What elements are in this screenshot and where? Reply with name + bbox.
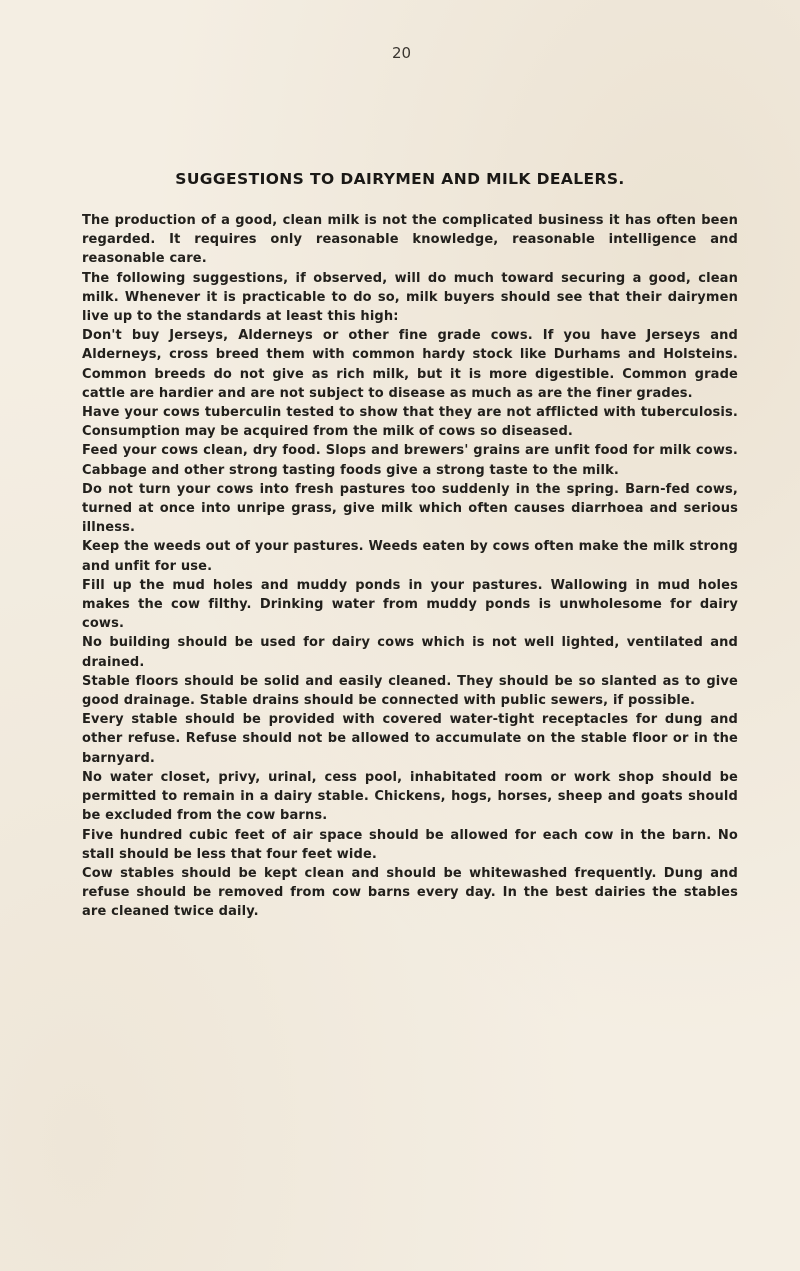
paragraph: The production of a good, clean milk is not the complicated business it has often been regarded. It requires only reasonable knowledge, reasonable intelligence and reasonable care. [82,213,738,267]
paragraph: Have your cows tuberculin tested to show that they are not afflicted with tuberculosis. Consumption may be acquired from the milk of cows so diseased. [82,405,738,440]
paragraph: Don't buy Jerseys, Alderneys or other fine grade cows. If you have Jerseys and Alderneys, cross breed them with common hardy stock like Durhams and Holsteins. Common breeds do not give as rich milk, but it is more digestible. Common grade cattle are hardier and are not subject to disease as much as are the finer grades. [82,328,738,401]
page-title: SUGGESTIONS TO DAIRYMEN AND MILK DEALERS. [175,170,625,188]
paragraph: Cow stables should be kept clean and should be whitewashed frequently. Dung and refuse should be removed from cow barns every day. In the best dairies the stables are cleaned twice daily. [82,865,738,920]
paragraph: Stable floors should be solid and easily cleaned. They should be so slanted as to give good drainage. Stable drains should be connected with public sewers, if possible. [82,673,738,709]
page-number: 20 [392,44,412,62]
paragraph: The following suggestions, if observed, will do much toward securing a good, clean milk. Whenever it is practicable to do so, milk buyers should see that their dairymen live up to the standards at least this high: [82,270,738,325]
paragraph: Feed your cows clean, dry food. Slops and brewers' grains are unfit food for milk cows. Cabbage and other strong tasting foods give a strong taste to the milk. [82,443,738,478]
paragraph: No building should be used for dairy cows which is not well lighted, ventilated and drained. [82,635,738,670]
paragraph: No water closet, privy, urinal, cess pool, inhabitated room or work shop should be permitted to remain in a dairy stable. Chickens, hogs, horses, sheep and goats should be excluded from the cow barns. [82,769,738,824]
paragraph: Do not turn your cows into fresh pastures too suddenly in the spring. Barn-fed cows, turned at once into unripe grass, give milk which often causes diarrhoea and serious illness. [82,481,738,536]
paragraph: Keep the weeds out of your pastures. Weeds eaten by cows often make the milk strong and unfit for use. [82,539,738,574]
paragraph: Every stable should be provided with covered water-tight receptacles for dung and other refuse. Refuse should not be allowed to accumulate on the stable floor or in the barnyard. [82,712,738,766]
paragraph: Fill up the mud holes and muddy ponds in your pastures. Wallowing in mud holes makes the cow filthy. Drinking water from muddy ponds is unwholesome for dairy cows. [82,577,738,632]
paragraph: Five hundred cubic feet of air space should be allowed for each cow in the barn. No stall should be less that four feet wide. [82,827,738,862]
article-body [82,211,738,922]
